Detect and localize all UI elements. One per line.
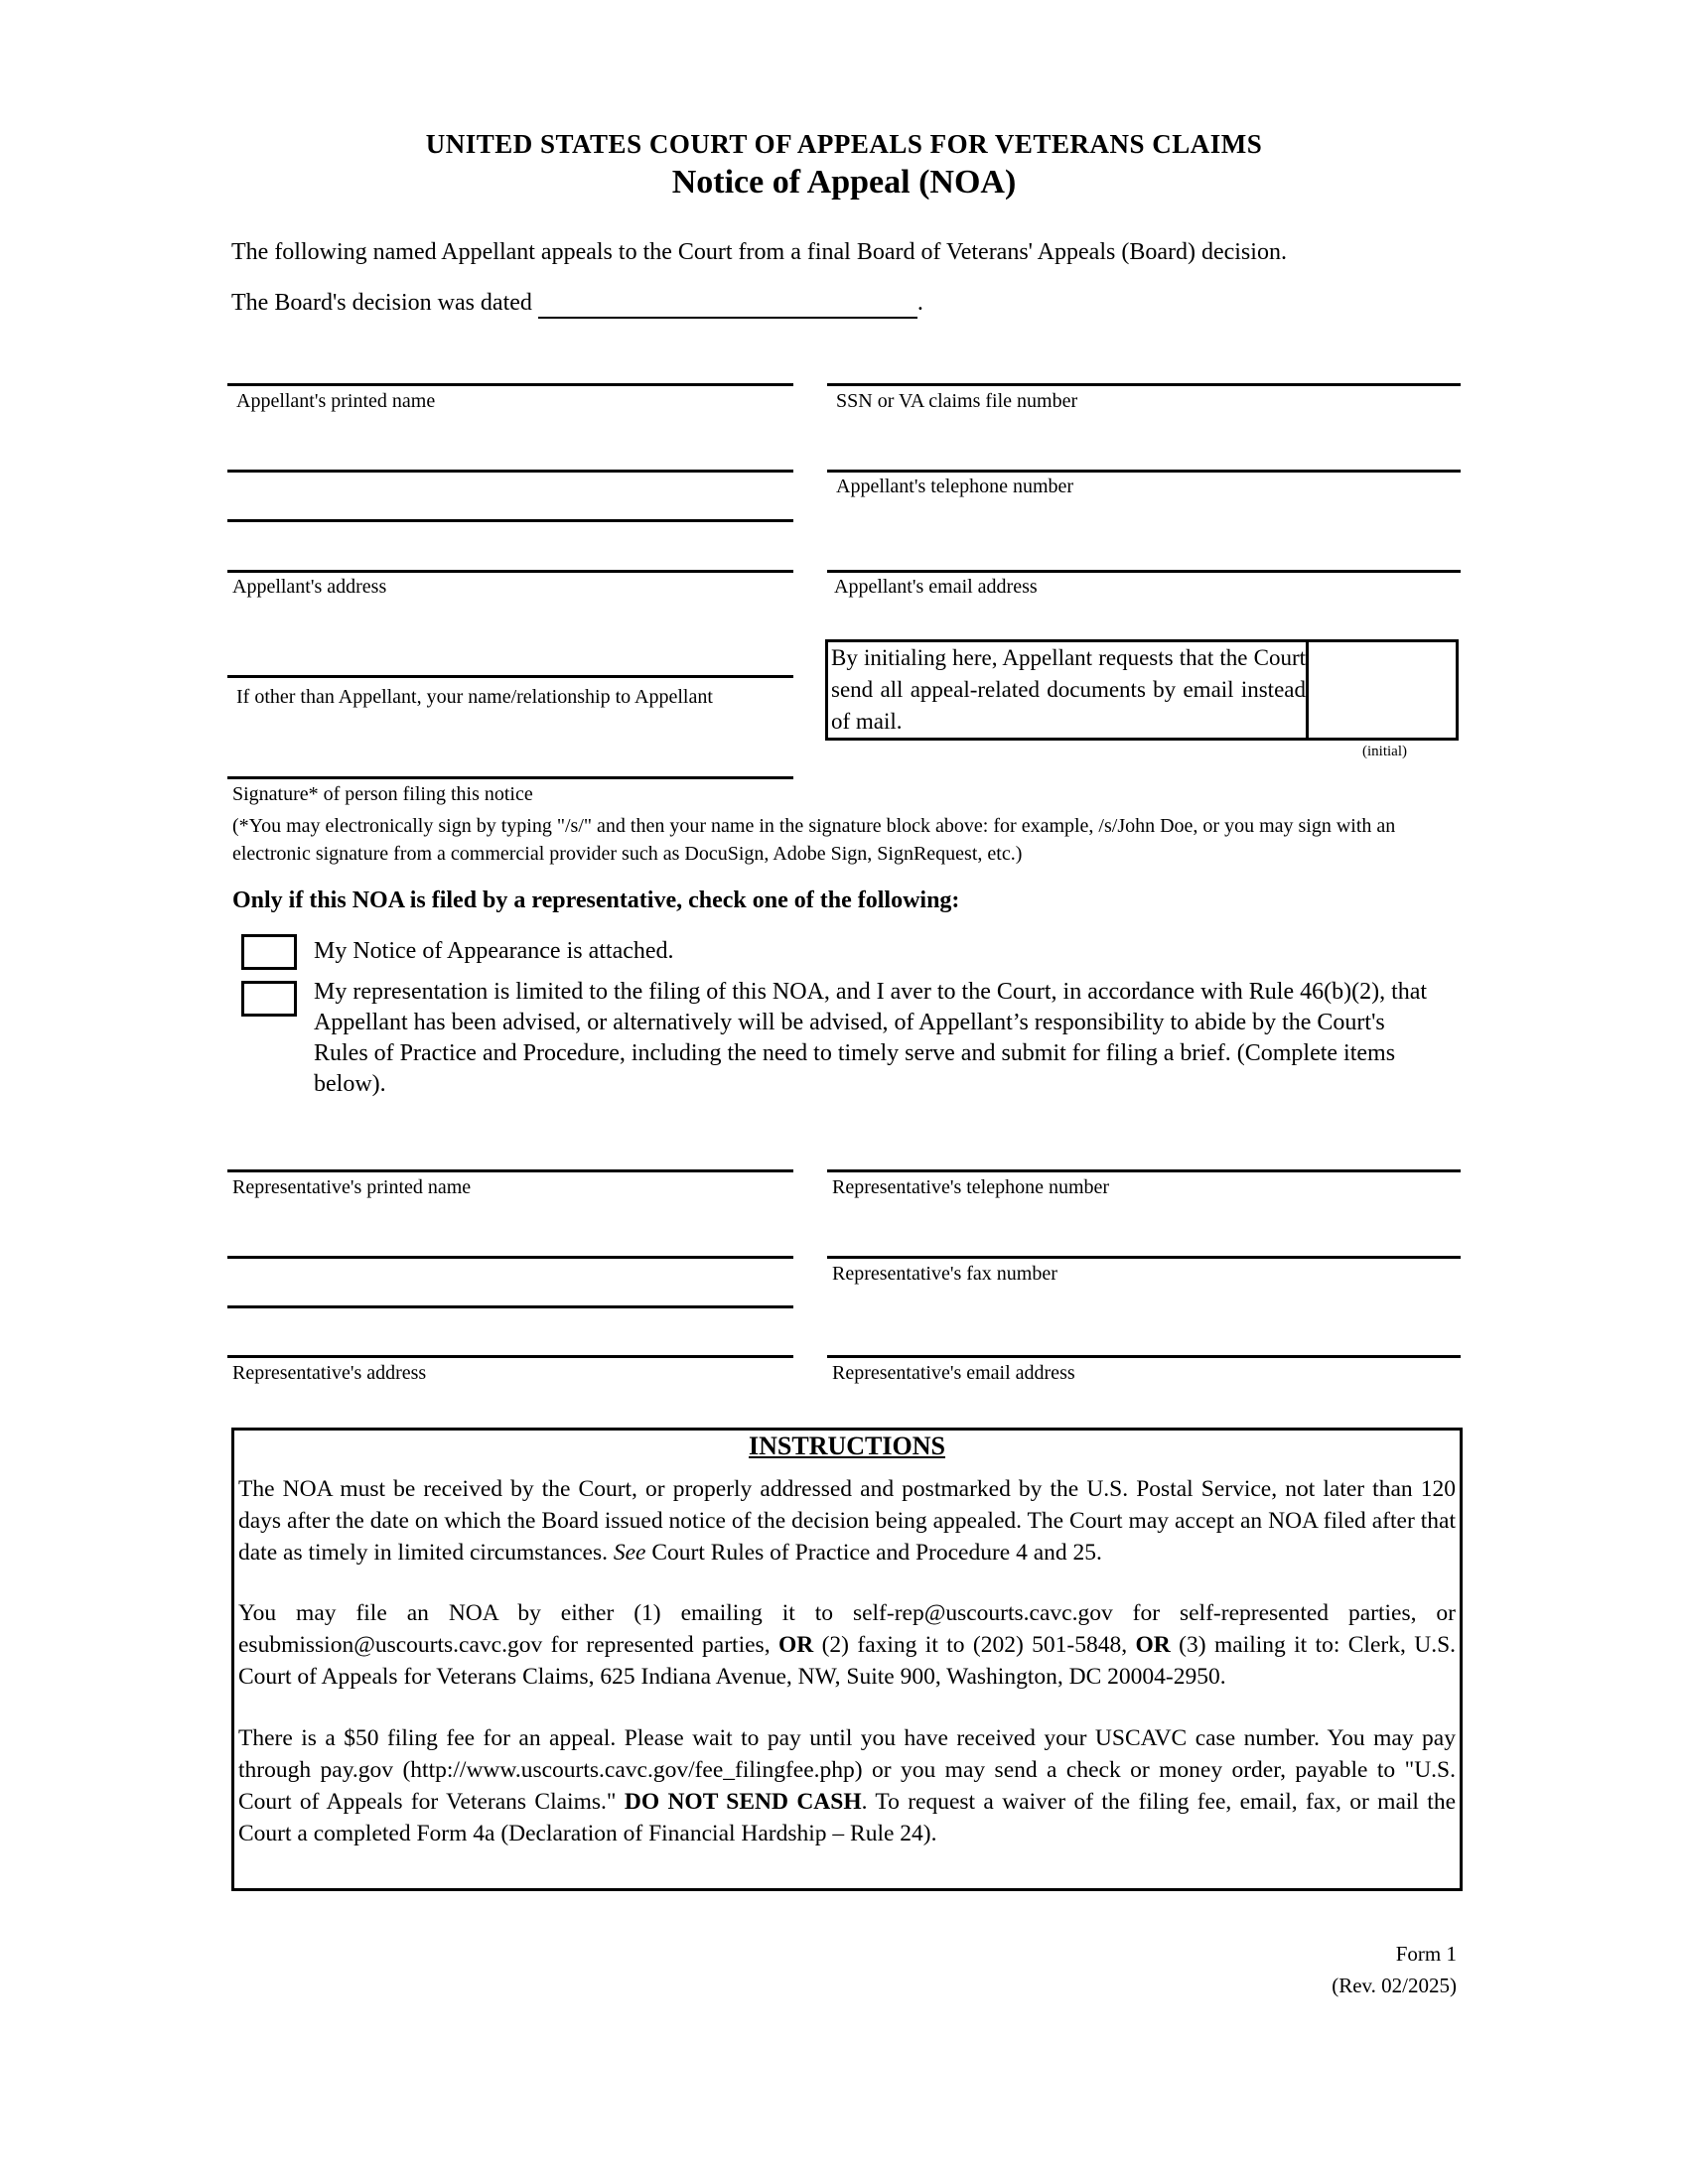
initial-field[interactable] [1309,642,1456,738]
fee-waiver-text: . To request a waiver of the filing fee, email, fax, or mail the Court a completed Form 4a (Declaration of Financial Hardship – Rule 24). [238,1789,1456,1846]
signature-note: (*You may electronically sign by typing "/s/" and then your name in the signature block above: for example, /s/John Doe, or you may sign with an electronic signature from a commercial provider such as DocuSign, Adobe Sign, SignRequest, etc.) [232,815,1396,865]
form-revision: (Rev. 02/2025) [1332,1974,1457,1997]
decision-date-label: The Board's decision was dated [231,290,532,316]
form-title: Notice of Appeal (NOA) [671,164,1017,201]
appellant-address-line-1[interactable] [227,470,793,473]
instructions-paragraph-filing [238,1597,1456,1693]
no-cash-warning: DO NOT SEND CASH [624,1789,862,1815]
or-2: OR [1135,1632,1171,1658]
notice-of-appearance-option: My Notice of Appearance is attached. [314,938,674,964]
ssn-line[interactable] [827,383,1461,386]
court-name: UNITED STATES COURT OF APPEALS FOR VETERANS CLAIMS [425,129,1263,159]
appellant-phone-line[interactable] [827,470,1461,473]
appellant-phone-label: Appellant's telephone number [836,476,1074,497]
appellant-email-line[interactable] [827,570,1461,573]
initial-label: (initial) [1362,744,1407,759]
rep-address-label: Representative's address [232,1362,427,1384]
intro-text: The following named Appellant appeals to the Court from a final Board of Veterans' Appeals (Board) decision. [231,239,1287,265]
or-1: OR [777,1632,814,1658]
filing-mail-text: (3) mailing it to: Clerk, U.S. Court of Appeals for Veterans Claims, 625 Indiana Avenue, NW, Suite 900, Washington, DC 20004-2950. [238,1632,1457,1690]
rep-name-label: Representative's printed name [232,1176,472,1198]
decision-date-period: . [916,290,923,316]
form-number: Form 1 [1395,1942,1457,1966]
rep-name-line[interactable] [227,1169,793,1172]
instructions-paragraph-fee [238,1722,1456,1849]
notice-of-appearance-checkbox[interactable] [241,934,297,970]
form-footer [1332,1938,1457,2001]
rep-address-line-1[interactable] [227,1256,793,1259]
appellant-name-line[interactable] [227,383,793,386]
rep-fax-line[interactable] [827,1256,1461,1259]
rep-address-line-3[interactable] [227,1355,793,1358]
appellant-address-line-3[interactable] [227,570,793,573]
rep-address-line-2[interactable] [227,1305,793,1308]
representative-heading: Only if this NOA is filed by a representative, check one of the following: [232,887,960,913]
filing-email-text: You may file an NOA by either (1) emailing it to self-rep@uscourts.cavc.gov for self-represented parties, or esubmission@uscourts.cavc.gov for represented parties, [238,1600,1456,1658]
ssn-label: SSN or VA claims file number [836,390,1078,412]
email-consent-text: By initialing here, Appellant requests that the Court send all appeal-related documents by email instead of mail. [831,645,1306,734]
appellant-email-label: Appellant's email address [834,576,1038,598]
rep-email-line[interactable] [827,1355,1461,1358]
appellant-name-label: Appellant's printed name [236,390,436,412]
appellant-address-label: Appellant's address [232,576,387,598]
limited-representation-option: My representation is limited to the filing of this NOA, and I aver to the Court, in accordance with Rule 46(b)(2), that Appellant has been advised, or alternatively will be advised, of Appellant’s responsibility to abide by the Court's Rules of Practice and Procedure, including the need to timely serve and submit for filing a brief. (Complete items below). [314,979,1428,1097]
filing-fax-text: (2) faxing it to (202) 501-5848, [821,1632,1128,1658]
limited-representation-checkbox[interactable] [241,981,297,1017]
decision-date-row [231,287,923,319]
signature-line[interactable] [227,776,793,779]
rep-email-label: Representative's email address [832,1362,1075,1384]
see-text: See [613,1540,646,1566]
rep-phone-label: Representative's telephone number [832,1176,1110,1198]
appellant-address-line-2[interactable] [227,519,793,522]
rep-phone-line[interactable] [827,1169,1461,1172]
other-filer-label: If other than Appellant, your name/relationship to Appellant [236,686,713,708]
instructions-paragraph-deadline [238,1473,1456,1569]
other-filer-line[interactable] [227,675,793,678]
deadline-text: The NOA must be received by the Court, or properly addressed and postmarked by the U.S. Postal Service, not later than 120 days after the date on which the Board issued notice of the decision being appealed. The Court may accept an NOA filed after that date as timely in limited circumstances. [238,1476,1456,1566]
rep-fax-label: Representative's fax number [832,1263,1057,1285]
rules-reference: Court Rules of Practice and Procedure 4 and 25. [651,1540,1102,1566]
decision-date-field[interactable] [538,291,917,319]
fee-text: There is a $50 filing fee for an appeal. Please wait to pay until you have received your USCAVC case number. You may pay through pay.gov (http://www.uscourts.cavc.gov/fee_filingfee.php) or you may send a check or money order, payable to "U.S. Court of Appeals for Veterans Claims." [238,1725,1456,1815]
signature-label: Signature* of person filing this notice [232,783,533,805]
instructions-title: INSTRUCTIONS [749,1432,945,1460]
